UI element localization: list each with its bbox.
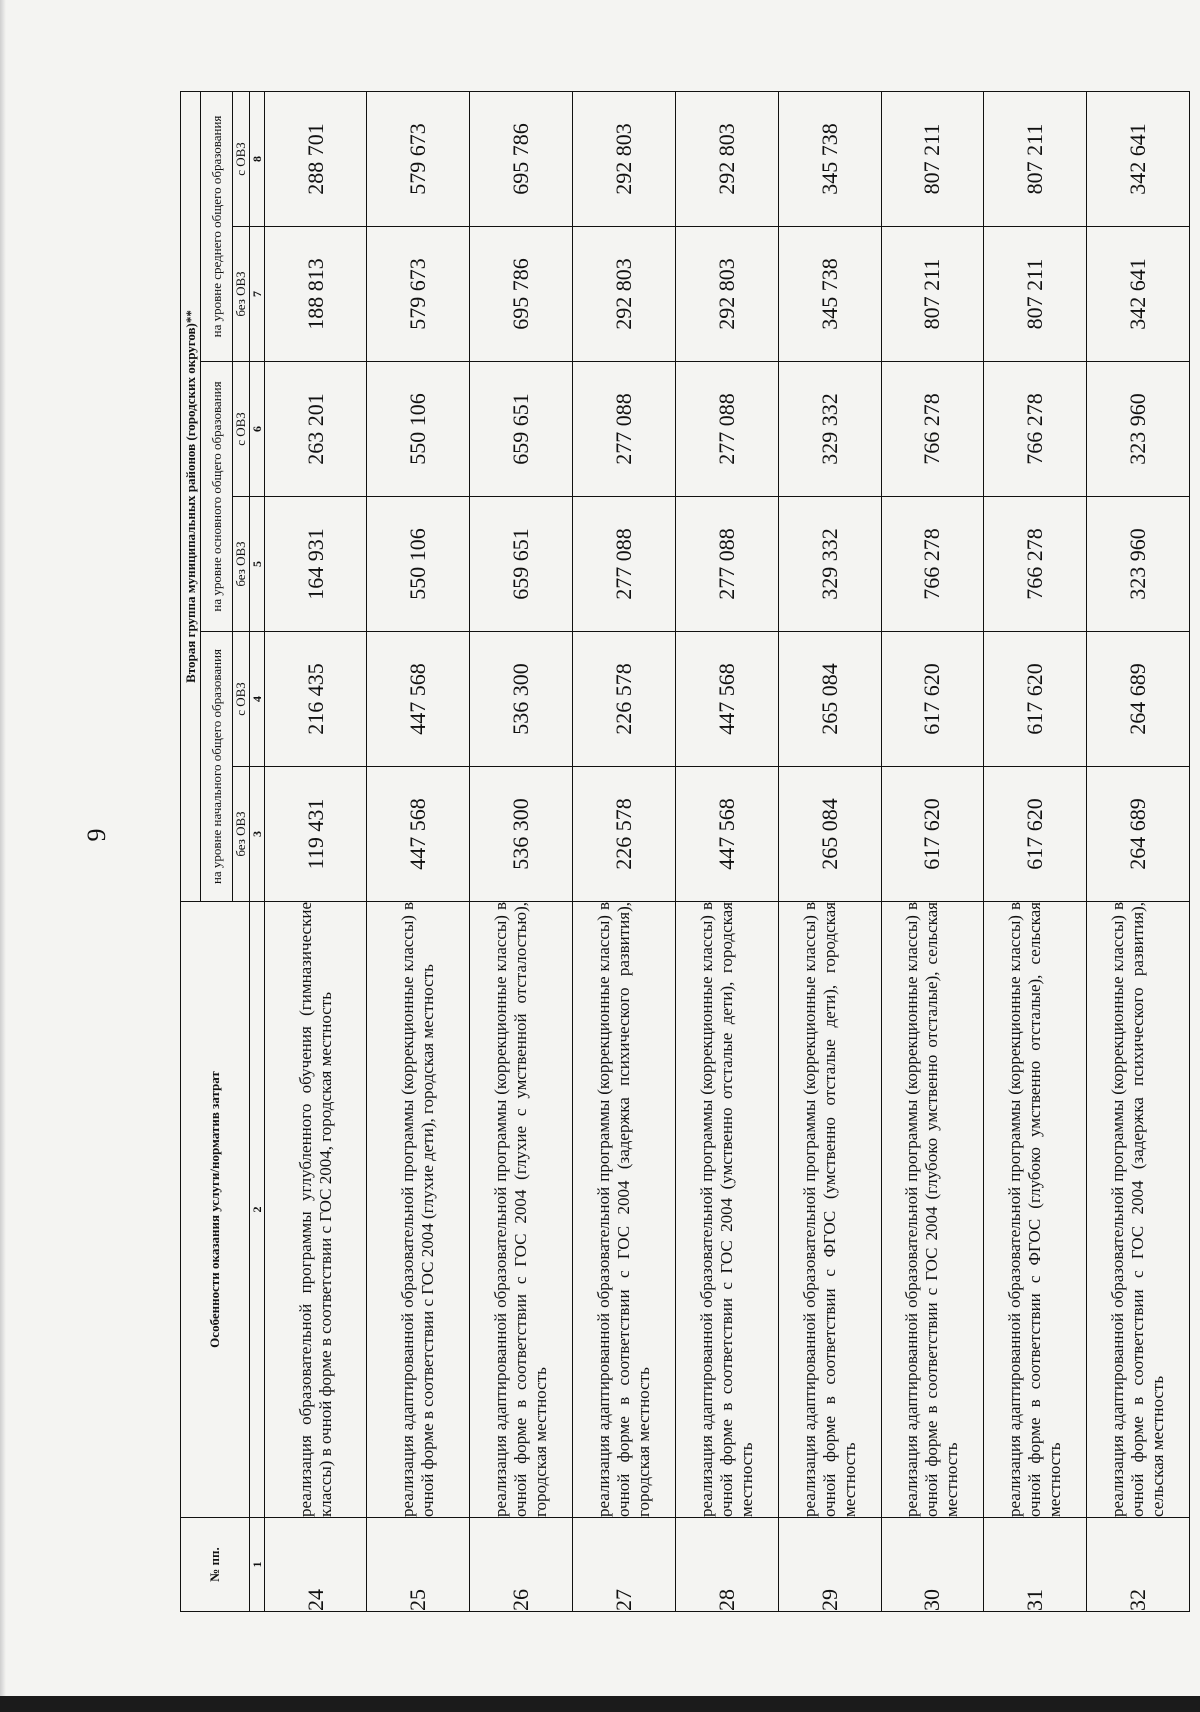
row-description: реализация адаптированной образовательной программы (коррекционные классы) в очной форме в соответствии с ГОС 2004 (глухие дети), городская местность [367,902,470,1518]
cost-value: 226 578 [573,767,676,902]
cost-value: 659 651 [470,497,573,632]
column-number: 3 [249,767,264,902]
cost-value: 536 300 [470,632,573,767]
cost-norms-table [180,91,1190,1612]
table-row [881,91,984,1611]
cost-value: 447 568 [675,632,778,767]
rotated-table-container [180,92,1190,1612]
cost-value: 807 211 [984,91,1087,226]
cost-value: 447 568 [367,632,470,767]
cost-value: 277 088 [573,497,676,632]
scan-edge-shadow [0,0,6,1712]
cost-value: 292 803 [675,91,778,226]
table-row [778,91,881,1611]
row-description: реализация адаптированной образовательной программы (коррекционные классы) в очной форме в соответствии с ГОС 2004 (умственно отсталые дети), городская местность [675,902,778,1518]
cost-value: 766 278 [984,497,1087,632]
cost-value: 226 578 [573,632,676,767]
table-row [573,91,676,1611]
header-level-primary: на уровне начального общего образования [201,632,233,902]
cost-value: 264 689 [1087,632,1190,767]
table-row [675,91,778,1611]
header-level-secondary: на уровне среднего общего образования [201,91,233,361]
cost-value: 617 620 [984,632,1087,767]
cost-value: 216 435 [264,632,367,767]
cost-value: 342 641 [1087,227,1190,362]
cost-value: 277 088 [675,362,778,497]
header-feature: Особенности оказания услуги/норматив затрат [181,902,250,1518]
cost-value: 447 568 [367,767,470,902]
column-number: 5 [249,497,264,632]
header-level-basic: на уровне основного общего образования [201,362,233,632]
cost-value: 277 088 [675,497,778,632]
cost-value: 807 211 [881,91,984,226]
cost-value: 292 803 [675,227,778,362]
column-number: 8 [249,91,264,226]
cost-value: 807 211 [984,227,1087,362]
cost-value: 264 689 [1087,767,1190,902]
cost-value: 329 332 [778,497,881,632]
table-row [1087,91,1190,1611]
cost-value: 550 106 [367,497,470,632]
cost-value: 277 088 [573,362,676,497]
cost-value: 329 332 [778,362,881,497]
row-description: реализация адаптированной образовательной программы (коррекционные классы) в очной форме в соответствии с ФГОС (глубоко умственно отсталые), сельская местность [984,902,1087,1518]
table-row [264,91,367,1611]
cost-value: 695 786 [470,91,573,226]
cost-value: 342 641 [1087,91,1190,226]
row-description: реализация адаптированной образовательной программы (коррекционные классы) в очной форме в соответствии с ГОС 2004 (задержка психического развития), городская местность [573,902,676,1518]
row-number: 29 [778,1518,881,1612]
cost-value: 119 431 [264,767,367,902]
row-number: 24 [264,1518,367,1612]
cost-value: 617 620 [984,767,1087,902]
row-number: 30 [881,1518,984,1612]
cost-value: 164 931 [264,497,367,632]
cost-value: 292 803 [573,91,676,226]
cost-value: 695 786 [470,227,573,362]
cost-value: 550 106 [367,362,470,497]
cost-value: 807 211 [881,227,984,362]
cost-value: 265 084 [778,632,881,767]
cost-value: 292 803 [573,227,676,362]
header-with-ovz-primary: с ОВЗ [233,632,249,767]
header-with-ovz-basic: с ОВЗ [233,362,249,497]
column-number: 4 [249,632,264,767]
cost-value: 188 813 [264,227,367,362]
header-without-ovz-primary: без ОВЗ [233,767,249,902]
header-group-title: Вторая группа муниципальных районов (городских округов)** [181,91,201,901]
row-number: 25 [367,1518,470,1612]
cost-value: 323 960 [1087,362,1190,497]
cost-value: 323 960 [1087,497,1190,632]
row-description: реализация адаптированной образовательной программы (коррекционные классы) в очной форме в соответствии с ГОС 2004 (глухие с умственной отсталостью), городская местность [470,902,573,1518]
table-row [470,91,573,1611]
row-number: 32 [1087,1518,1190,1612]
cost-value: 766 278 [984,362,1087,497]
row-number: 31 [984,1518,1087,1612]
row-number: 26 [470,1518,573,1612]
cost-value: 345 738 [778,91,881,226]
cost-value: 447 568 [675,767,778,902]
table-row [984,91,1087,1611]
cost-value: 766 278 [881,362,984,497]
column-number: 2 [249,902,264,1518]
cost-value: 263 201 [264,362,367,497]
row-description: реализация адаптированной образовательной программы (коррекционные классы) в очной форме в соответствии с ГОС 2004 (глубоко умственно отсталые), сельская местность [881,902,984,1518]
row-number: 27 [573,1518,676,1612]
scan-bottom-border [0,1696,1200,1712]
cost-value: 617 620 [881,632,984,767]
row-number: 28 [675,1518,778,1612]
table-row [367,91,470,1611]
page-number: 9 [82,828,111,842]
cost-value: 579 673 [367,91,470,226]
cost-value: 265 084 [778,767,881,902]
cost-value: 345 738 [778,227,881,362]
row-description: реализация образовательной программы углубленного обучения (гимназические классы) в очной форме в соответствии с ГОС 2004, городская местность [264,902,367,1518]
cost-value: 766 278 [881,497,984,632]
header-without-ovz-secondary: без ОВЗ [233,227,249,362]
column-number: 7 [249,227,264,362]
row-description: реализация адаптированной образовательной программы (коррекционные классы) в очной форме в соответствии с ГОС 2004 (задержка психического развития), сельская местность [1087,902,1190,1518]
cost-value: 659 651 [470,362,573,497]
column-number: 6 [249,362,264,497]
header-without-ovz-basic: без ОВЗ [233,497,249,632]
cost-value: 617 620 [881,767,984,902]
header-no: № пп. [181,1518,250,1612]
row-description: реализация адаптированной образовательной программы (коррекционные классы) в очной форме в соответствии с ФГОС (умственно отсталые дети), городская местность [778,902,881,1518]
column-number: 1 [249,1518,264,1612]
cost-value: 536 300 [470,767,573,902]
header-with-ovz-secondary: с ОВЗ [233,91,249,226]
cost-value: 288 701 [264,91,367,226]
cost-value: 579 673 [367,227,470,362]
